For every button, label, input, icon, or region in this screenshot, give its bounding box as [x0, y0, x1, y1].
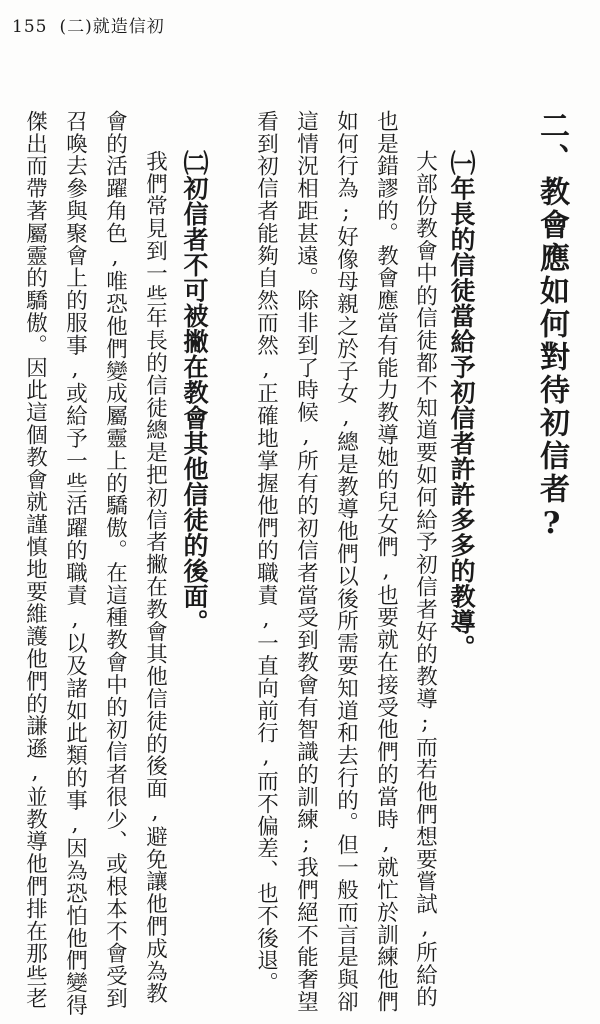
- section-1-heading: ㈠年長的信徒當給予初信者許許多多的教導。: [447, 150, 476, 660]
- section-2-line-2: 會的活躍角色,唯恐他們變成屬靈上的驕傲。在這種教會中的初信者很少、或根本不會受到: [102, 110, 128, 1010]
- section-1-line-2: 也是錯謬的。教會應當有能力教導她的兒女們,也要就在接受他們的當時,就忙於訓練他們: [373, 110, 399, 1013]
- chapter-title: 二、教會應如何對待初信者?: [534, 110, 569, 544]
- section-1-line-3: 如何行為;好像母親之於子女,總是教導他們以後所需要知道和去行的。但一般而言是與卻: [333, 110, 359, 1013]
- section-2-line-1: 我們常見到一些年長的信徒總是把初信者撇在教會其他信徒的後面,避免讓他們成為教: [142, 150, 168, 1005]
- running-title: (二)就造信初: [59, 17, 165, 37]
- page-number: 155: [12, 17, 48, 37]
- section-2-line-4: 傑出而帶著屬靈的驕傲。因此這個教會就謹慎地要維護他們的謙遜,並教導他們排在那些老: [22, 110, 48, 1010]
- section-1-line-1: 大部份教會中的信徒都不知道要如何給予初信者好的教導;而若他們想要嘗試,所給的: [412, 150, 438, 1009]
- section-2-line-3: 召喚去參與聚會上的服事,或給予一些活躍的職責,以及諸如此類的事,因為恐怕他們變得: [62, 110, 88, 1017]
- running-header: [12, 12, 165, 37]
- section-1-line-4: 這情況相距甚遠。除非到了時候,所有的初信者當受到教會有智識的訓練;我們絕不能奢望: [293, 110, 319, 1013]
- section-2-heading: ㈡初信者不可被撇在教會其他信徒的後面。: [180, 150, 209, 635]
- section-1-line-5: 看到初信者能夠自然而然,正確地掌握他們的職責,一直向前行,而不偏差、也不後退。: [253, 110, 279, 995]
